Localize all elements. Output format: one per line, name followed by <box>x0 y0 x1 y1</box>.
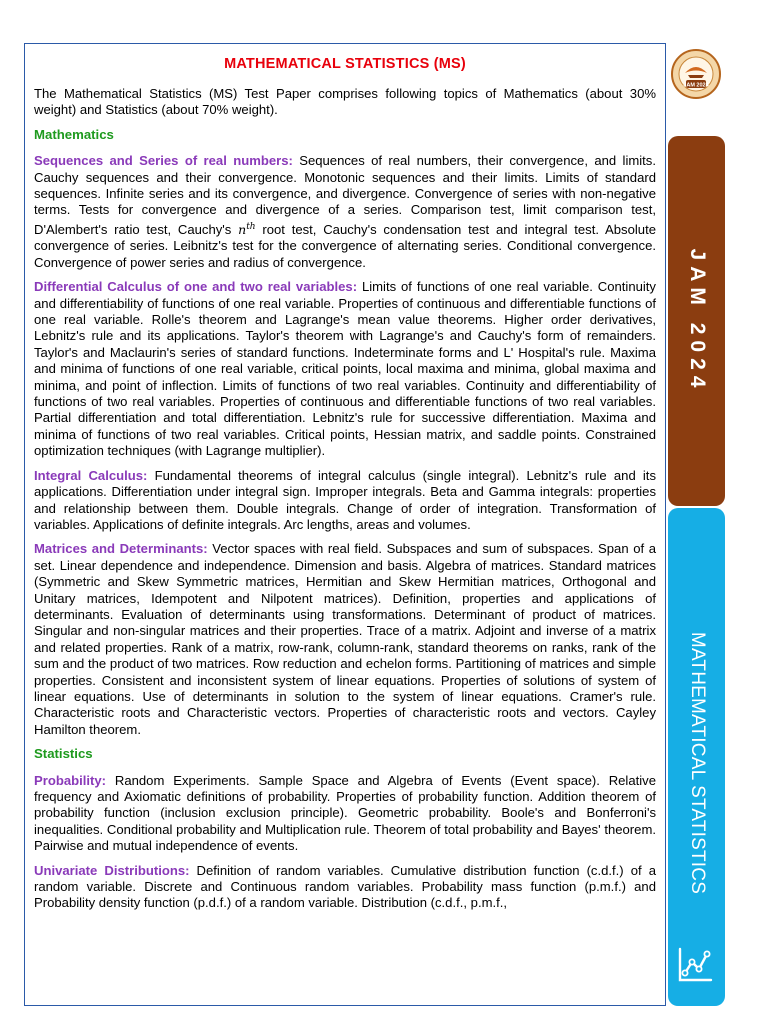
topic-text-sequences-b: root test, Cauchy's condensation test and integral test. Absolute convergence of series. Leibnitz's test for the convergence of alternating series. Conditional convergence. Convergence of power series and radius of convergence. <box>34 222 657 270</box>
topic-text-differential: Limits of functions of one real variable. Continuity and differentiability of functions of one real variable. Properties of continuous and differentiable functions of one real variable. Rolle's theorem and Lagrange's mean value theorems. Higher order derivatives, Lebnitz's rule and its applications. Taylor's theorem with Lagrange's and Cauchy's form of remainders. Taylor's and Maclaurin's series of standard functions. Indeterminate forms and L' Hospital's rule. Maxima and minima of functions of one real variable, critical points, local maxima and minima, global maxima and minima, and point of inflection. Limits of functions of two real variables. Continuity and differentiability of functions of two real variables. Properties of continuous and differentiable functions of two real variables. Partial differentiation and total differentiation. Lebnitz's rule for successive differentiation. Maxima and minima of functions of two real variables. Critical points, Hessian matrix, and saddle points. Constrained optimization techniques (with Lagrange multiplier). <box>34 279 656 459</box>
topic-title-probability: Probability: <box>34 772 107 788</box>
topic-title-univariate: Univariate Distributions: <box>34 862 190 878</box>
topic-text-probability: Random Experiments. Sample Space and Algebra of Events (Event space). Relative frequency and Axiomatic definitions of probability. Properties of probability function. Addition theorem of probability function (inclusion exclusion principle). Geometric probability. Boole's and Bonferroni's inequalities. Conditional probability and Multiplication rule. Theorem of total probability and Bayes' theorem. Pairwise and mutual independence of events. <box>34 772 656 854</box>
jam-2024-side-tab <box>668 136 725 506</box>
intro-paragraph: The Mathematical Statistics (MS) Test Paper comprises following topics of Mathematics (about 30% weight) and Statistics (about 70% weight). <box>34 86 656 118</box>
topic-title-integral: Integral Calculus: <box>34 467 148 483</box>
topic-differential-calculus <box>34 279 656 459</box>
topic-probability <box>34 773 656 855</box>
mathematics-heading: Mathematics <box>34 126 114 142</box>
topic-text-univariate: Definition of random variables. Cumulative distribution function (c.d.f.) of a random variable. Discrete and Continuous random variables. Probability mass function (p.m.f.) and Probability density function (p.d.f.) of a random variable. Distribution (c.d.f., p.m.f., <box>34 862 656 911</box>
jam-emblem-icon <box>671 49 721 99</box>
topic-text-integral: Fundamental theorems of integral calculus (single integral). Lebnitz's rule and its applications. Differentiation under integral sign. Improper integrals. Beta and Gamma integrals: properties and relationship between them. Double integrals. Change of order of integration. Transformation of variables. Applications of definite integrals. Arc lengths, areas and volumes. <box>34 467 656 532</box>
topic-text-matrices: Vector spaces with real field. Subspaces and sum of subspaces. Span of a set. Linear dependence and independence. Dimension and basis. Algebra of matrices. Standard matrices (Symmetric and Skew Symmetric matrices, Hermitian and Skew Hermitian matrices, Orthogonal and Unitary matrices, Idempotent and Nilpotent matrices). Definition, properties and applications of determinants. Evaluation of determinants using transformations. Determinant of product of matrices. Singular and non-singular matrices and their properties. Trace of a matrix. Adjoint and inverse of a matrix and related properties. Rank of a matrix, row-rank, column-rank, standard theorems on ranks, rank of the sum and the product of two matrices. Row reduction and echelon forms. Partitioning of matrices and simple properties. Consistent and inconsistent system of linear equations. Properties of solutions of system of linear equations. Use of determinants in solution to the system of linear equations. Cramer's rule. Characteristic roots and Characteristic vectors. Properties of characteristic roots and vectors. Cayley Hamilton theorem. <box>34 541 656 737</box>
nth-math-symbol: $n^{th}$ <box>238 221 256 237</box>
svg-text:JAM 2024: JAM 2024 <box>683 82 709 89</box>
topic-integral-calculus <box>34 468 656 534</box>
line-chart-icon <box>676 946 714 984</box>
topic-title-sequences: Sequences and Series of real numbers: <box>34 153 293 169</box>
syllabus-content-box <box>24 43 666 1006</box>
topic-title-differential: Differential Calculus of one and two real variables: <box>34 279 358 295</box>
jam-2024-side-label: JAM 2024 <box>685 248 709 394</box>
jam-2024-logo <box>671 49 721 99</box>
subject-side-label: MATHEMATICAL STATISTICS <box>686 631 708 895</box>
topic-title-matrices: Matrices and Determinants: <box>34 541 208 557</box>
document-title: MATHEMATICAL STATISTICS (MS) <box>224 56 466 72</box>
topic-text-sequences-a: Sequences of real numbers, their convergence, and limits. Cauchy sequences and their convergence. Monotonic sequences and their limits. Limits of standard sequences. Infinite series and its convergence, and divergence. Convergence of series with non-negative terms. Tests for convergence and divergence of a series. Comparison test, limit comparison test, D'Alembert's ratio test, Cauchy's <box>34 153 656 237</box>
subject-side-tab <box>668 508 725 1006</box>
statistics-heading: Statistics <box>34 746 93 762</box>
topic-univariate-distributions <box>34 863 656 912</box>
topic-sequences-series <box>34 153 656 271</box>
topic-matrices-determinants <box>34 541 656 738</box>
